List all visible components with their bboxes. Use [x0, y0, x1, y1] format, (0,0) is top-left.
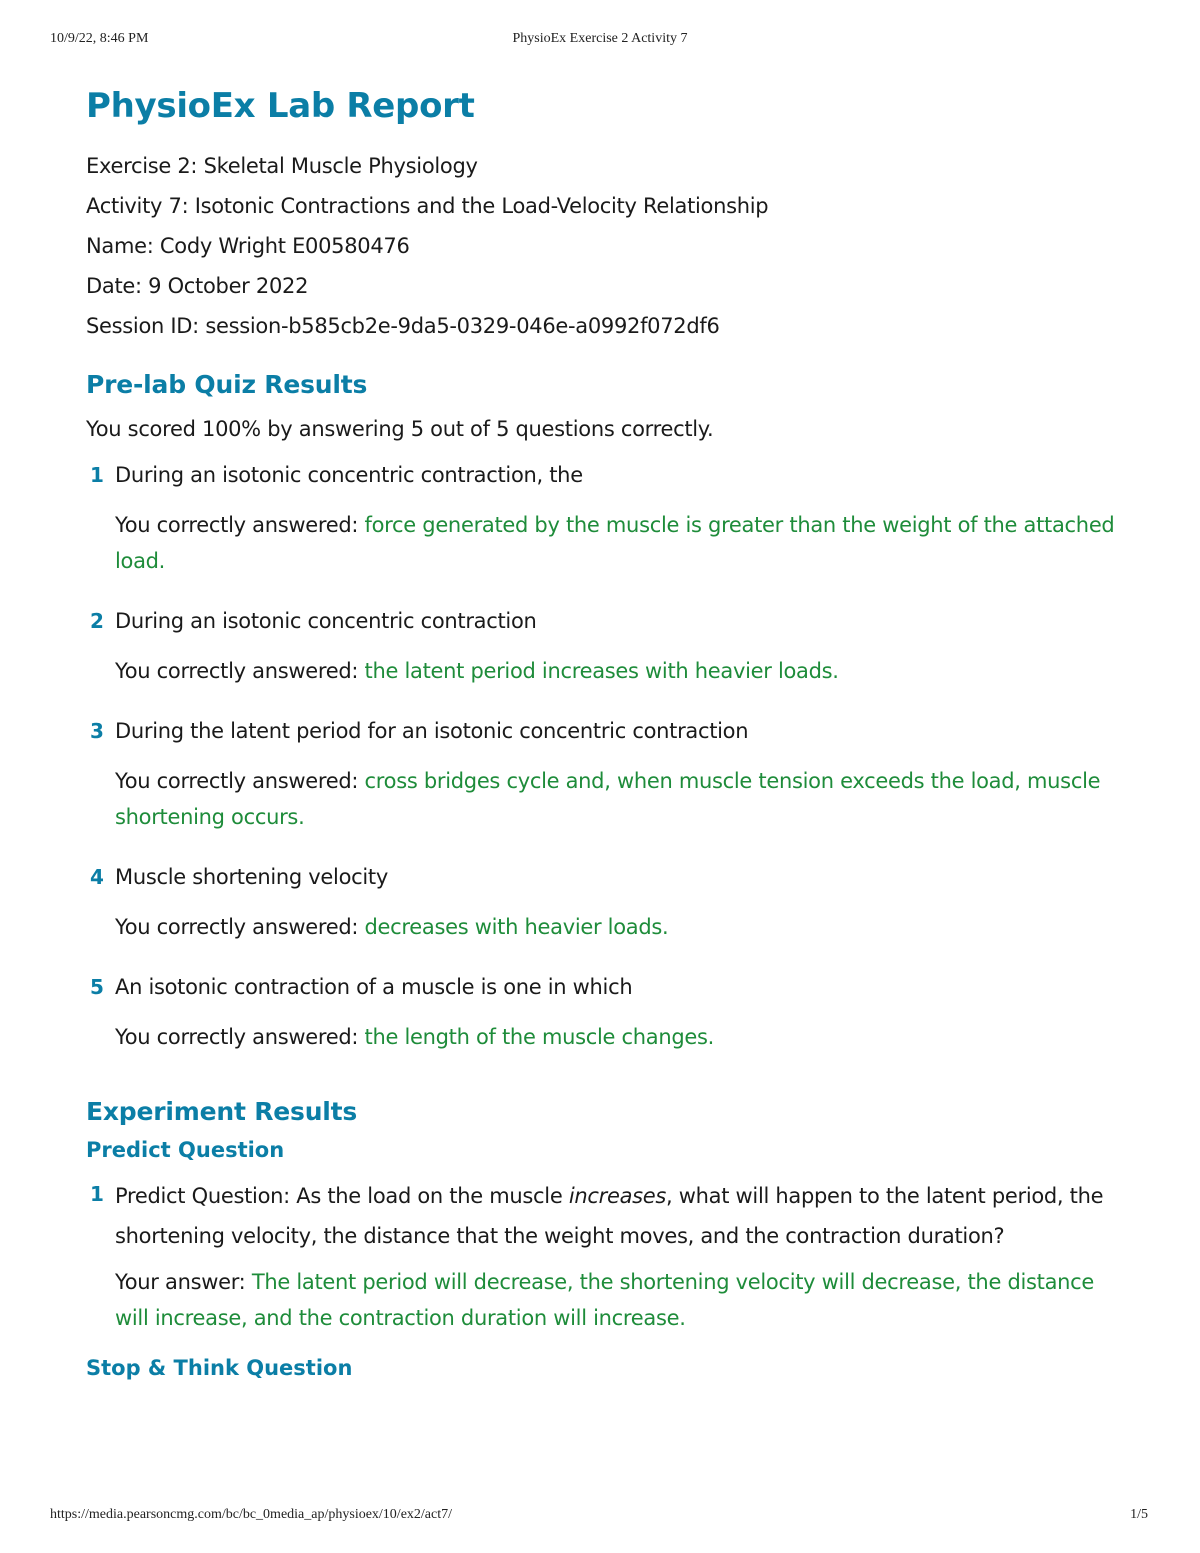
question-answer	[115, 909, 1126, 945]
answer-prefix: You correctly answered:	[115, 1025, 365, 1049]
question-answer	[115, 763, 1126, 835]
activity-line: Activity 7: Isotonic Contractions and the Load-Velocity Relationship	[86, 194, 769, 218]
answer-text: The latent period will decrease, the shortening velocity will decrease, the distance will increase, and the contraction duration will increase.	[115, 1270, 1095, 1330]
question-text-part: Predict Question: As the load on the muscle	[115, 1184, 569, 1208]
prelab-heading: Pre-lab Quiz Results	[86, 370, 368, 399]
question-number: 4	[90, 865, 104, 889]
quiz-question	[86, 603, 1126, 689]
print-footer-url: https://media.pearsoncmg.com/bc/bc_0media_ap/physioex/10/ex2/act7/	[50, 1507, 453, 1522]
report-info	[86, 146, 1126, 346]
report-content	[86, 84, 1126, 1380]
question-number: 1	[90, 463, 104, 487]
predict-answer	[115, 1264, 1126, 1336]
question-text-part: , what will happen to the latent period, the shortening velocity, the distance that the weight moves, and the contraction duration?	[115, 1184, 1104, 1248]
session-id-line: Session ID: session-b585cb2e-9da5-0329-046e-a0992f072df6	[86, 314, 720, 338]
question-number: 3	[90, 719, 104, 743]
print-header-title: PhysioEx Exercise 2 Activity 7	[512, 31, 688, 46]
report-title: PhysioEx Lab Report	[86, 86, 475, 126]
answer-text: force generated by the muscle is greater than the weight of the attached load.	[115, 513, 1115, 573]
question-answer	[115, 507, 1126, 579]
question-answer	[115, 653, 1126, 689]
date-line: Date: 9 October 2022	[86, 274, 309, 298]
answer-prefix: You correctly answered:	[115, 659, 365, 683]
quiz-question	[86, 457, 1126, 579]
question-text: During the latent period for an isotonic concentric contraction	[115, 719, 749, 743]
question-number: 2	[90, 609, 104, 633]
predict-question	[86, 1176, 1126, 1336]
student-name-line: Name: Cody Wright E00580476	[86, 234, 410, 258]
experiment-results-heading: Experiment Results	[86, 1097, 358, 1126]
stop-think-heading: Stop & Think Question	[86, 1356, 353, 1380]
question-text: An isotonic contraction of a muscle is one in which	[115, 975, 633, 999]
answer-text: decreases with heavier loads.	[364, 915, 669, 939]
exercise-line: Exercise 2: Skeletal Muscle Physiology	[86, 154, 478, 178]
answer-prefix: You correctly answered:	[115, 769, 365, 793]
question-emphasis: increases	[568, 1184, 667, 1208]
question-text: During an isotonic concentric contraction	[115, 609, 537, 633]
answer-prefix: You correctly answered:	[115, 513, 365, 537]
quiz-question	[86, 969, 1126, 1055]
answer-text: the length of the muscle changes.	[364, 1025, 715, 1049]
answer-prefix: Your answer:	[115, 1270, 252, 1294]
question-number: 1	[90, 1182, 104, 1206]
question-number: 5	[90, 975, 104, 999]
predict-question-heading: Predict Question	[86, 1138, 285, 1162]
question-text	[115, 1176, 1126, 1256]
print-header-datetime: 10/9/22, 8:46 PM	[50, 31, 149, 46]
quiz-score: You scored 100% by answering 5 out of 5 questions correctly.	[86, 417, 714, 441]
quiz-question	[86, 713, 1126, 835]
question-text: Muscle shortening velocity	[115, 865, 388, 889]
quiz-question	[86, 859, 1126, 945]
question-answer	[115, 1019, 1126, 1055]
answer-text: the latent period increases with heavier loads.	[364, 659, 839, 683]
answer-text: cross bridges cycle and, when muscle tension exceeds the load, muscle shortening occurs.	[115, 769, 1101, 829]
question-text: During an isotonic concentric contraction, the	[115, 463, 583, 487]
answer-prefix: You correctly answered:	[115, 915, 365, 939]
print-footer-page: 1/5	[1130, 1507, 1148, 1522]
